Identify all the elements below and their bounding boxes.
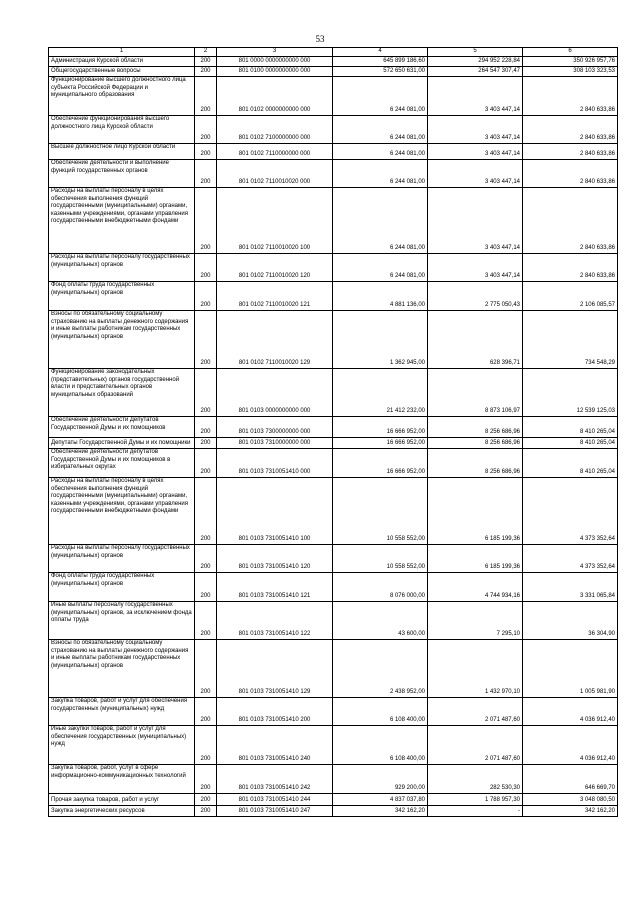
table-row: [49, 602, 618, 640]
row-value-col6: 2 840 633,86: [523, 144, 618, 160]
row-value-col5: 3 403 447,14: [428, 188, 523, 254]
table-body: [49, 57, 618, 817]
row-value-col5: 8 256 686,96: [428, 449, 523, 478]
row-classification-code: 801 0103 7300000000 000: [217, 417, 333, 438]
row-classification-code: 801 0102 7110010020 100: [217, 188, 333, 254]
row-value-col5: 8 256 686,96: [428, 417, 523, 438]
row-line-code: 200: [195, 794, 217, 806]
row-value-col4: 6 244 081,00: [333, 160, 428, 188]
row-classification-code: 801 0103 7310051410 244: [217, 794, 333, 806]
row-value-col4: 6 108 400,00: [333, 726, 428, 765]
row-value-col5: 3 403 447,14: [428, 144, 523, 160]
row-classification-code: 801 0103 7310051410 120: [217, 545, 333, 573]
row-value-col6: 2 106 085,57: [523, 282, 618, 311]
row-name: Функционирование законодательных (представительных) органов государственной власти и представительных органов муниципальных образований: [49, 369, 195, 417]
row-name: Расходы на выплаты персоналу в целях обеспечения выполнения функций государственными (муниципальными) органами, казенными учреждениями, органами управления государственными внебюджетными фондами: [49, 188, 195, 254]
row-value-col5: 3 403 447,14: [428, 77, 523, 116]
row-value-col6: 4 373 352,64: [523, 545, 618, 573]
row-value-col5: 3 403 447,14: [428, 116, 523, 144]
row-name: Фонд оплаты труда государственных (муниципальных) органов: [49, 573, 195, 602]
row-line-code: 200: [195, 806, 217, 817]
row-name: Закупка товаров, работ, услуг в сфере информационно-коммуникационных технологий: [49, 765, 195, 794]
row-classification-code: 801 0102 7110010020 129: [217, 311, 333, 369]
row-name: Функционирование высшего должностного лица субъекта Российской Федерации и муниципального образования: [49, 77, 195, 116]
row-value-col4: 6 244 081,00: [333, 77, 428, 116]
row-value-col6: 2 840 633,86: [523, 188, 618, 254]
row-classification-code: 801 0103 7310051410 200: [217, 698, 333, 726]
row-line-code: 200: [195, 438, 217, 449]
table-row: [49, 726, 618, 765]
row-classification-code: 801 0103 7310051410 242: [217, 765, 333, 794]
header-col-5: 5: [428, 48, 523, 57]
row-classification-code: 801 0102 7110010020 000: [217, 160, 333, 188]
row-name: Фонд оплаты труда государственных (муниципальных) органов: [49, 282, 195, 311]
row-line-code: 200: [195, 311, 217, 369]
row-value-col4: 6 244 081,00: [333, 188, 428, 254]
header-col-3: 3: [217, 48, 333, 57]
row-line-code: 200: [195, 478, 217, 545]
row-value-col5: 6 185 199,36: [428, 545, 523, 573]
table-row: [49, 794, 618, 806]
table-row: [49, 545, 618, 573]
row-classification-code: 801 0103 0000000000 000: [217, 369, 333, 417]
row-value-col4: 21 412 232,00: [333, 369, 428, 417]
row-value-col5: 1 432 970,10: [428, 640, 523, 698]
row-line-code: 200: [195, 116, 217, 144]
row-line-code: 200: [195, 573, 217, 602]
header-row: [49, 48, 618, 57]
row-classification-code: 801 0100 0000000000 000: [217, 67, 333, 77]
table-row: [49, 698, 618, 726]
row-name: Закупка энергетических ресурсов: [49, 806, 195, 817]
row-line-code: 200: [195, 417, 217, 438]
page-number: 53: [315, 34, 325, 44]
row-name: Депутаты Государственной Думы и их помощники: [49, 438, 195, 449]
row-line-code: 200: [195, 698, 217, 726]
header-col-1: 1: [49, 48, 195, 57]
row-name: Высшее должностное лицо Курской области: [49, 144, 195, 160]
row-name: Администрация Курской области: [49, 57, 195, 67]
table-row: [49, 116, 618, 144]
header-col-4: 4: [333, 48, 428, 57]
row-value-col6: 2 840 633,86: [523, 160, 618, 188]
row-value-col6: 2 840 633,86: [523, 77, 618, 116]
row-name: Прочая закупка товаров, работ и услуг: [49, 794, 195, 806]
row-line-code: 200: [195, 640, 217, 698]
budget-table: [48, 47, 618, 817]
table-row: [49, 765, 618, 794]
row-value-col6: 350 926 957,76: [523, 57, 618, 67]
header-col-2: 2: [195, 48, 217, 57]
row-value-col5: -: [428, 806, 523, 817]
row-classification-code: 801 0103 7310000000 000: [217, 438, 333, 449]
row-value-col6: 342 162,20: [523, 806, 618, 817]
row-classification-code: 801 0103 7310051410 100: [217, 478, 333, 545]
table-row: [49, 67, 618, 77]
row-line-code: 200: [195, 77, 217, 116]
table-row: [49, 282, 618, 311]
row-value-col4: 2 438 952,00: [333, 640, 428, 698]
row-classification-code: 801 0000 0000000000 000: [217, 57, 333, 67]
table-row: [49, 449, 618, 478]
row-value-col4: 16 666 952,00: [333, 449, 428, 478]
row-line-code: 200: [195, 545, 217, 573]
table-row: [49, 57, 618, 67]
row-value-col6: 12 539 125,03: [523, 369, 618, 417]
row-value-col6: 1 005 981,90: [523, 640, 618, 698]
row-value-col6: 4 373 352,64: [523, 478, 618, 545]
row-name: Обеспечение деятельности Депутатов Государственной Думы и их помощников: [49, 417, 195, 438]
table-row: [49, 478, 618, 545]
row-value-col6: 8 410 265,04: [523, 449, 618, 478]
row-line-code: 200: [195, 188, 217, 254]
row-value-col5: 8 256 686,96: [428, 438, 523, 449]
row-value-col5: 3 403 447,14: [428, 254, 523, 282]
table-row: [49, 369, 618, 417]
row-name: Расходы на выплаты персоналу государственных (муниципальных) органов: [49, 545, 195, 573]
row-line-code: 200: [195, 282, 217, 311]
row-classification-code: 801 0103 7310051410 121: [217, 573, 333, 602]
row-classification-code: 801 0103 7310051410 000: [217, 449, 333, 478]
row-line-code: 200: [195, 726, 217, 765]
row-value-col4: 4 837 037,80: [333, 794, 428, 806]
row-value-col5: 3 403 447,14: [428, 160, 523, 188]
row-name: Взносы по обязательному социальному страхованию на выплаты денежного содержания и иные выплаты работникам государственных (муниципальных) органов: [49, 311, 195, 369]
row-value-col5: 1 788 957,30: [428, 794, 523, 806]
row-value-col4: 43 600,00: [333, 602, 428, 640]
row-value-col4: 645 899 186,60: [333, 57, 428, 67]
table-row: [49, 254, 618, 282]
row-value-col6: 646 669,70: [523, 765, 618, 794]
row-value-col6: 8 410 265,04: [523, 438, 618, 449]
row-name: Взносы по обязательному социальному страхованию на выплаты денежного содержания и иные выплаты работникам государственных (муниципальных) органов: [49, 640, 195, 698]
row-classification-code: 801 0102 7110010020 121: [217, 282, 333, 311]
row-value-col4: 572 650 631,00: [333, 67, 428, 77]
row-classification-code: 801 0103 7310051410 247: [217, 806, 333, 817]
row-name: Расходы на выплаты персоналу в целях обеспечения выполнения функций государственными (муниципальными) органами, казенными учреждениями, органами управления государственными внебюджетными фондами: [49, 478, 195, 545]
row-value-col6: 36 304,90: [523, 602, 618, 640]
table-row: [49, 144, 618, 160]
row-line-code: 200: [195, 144, 217, 160]
row-value-col5: 2 071 487,60: [428, 698, 523, 726]
row-name: Закупка товаров, работ и услуг для обеспечения государственных (муниципальных) нужд: [49, 698, 195, 726]
row-name: Обеспечение деятельности и выполнение функций государственных органов: [49, 160, 195, 188]
table-row: [49, 438, 618, 449]
row-value-col4: 6 244 081,00: [333, 254, 428, 282]
row-line-code: 200: [195, 254, 217, 282]
row-value-col6: 3 048 080,50: [523, 794, 618, 806]
row-value-col4: 10 558 552,00: [333, 478, 428, 545]
row-value-col5: 264 547 307,47: [428, 67, 523, 77]
row-name: Общегосударственные вопросы: [49, 67, 195, 77]
table-row: [49, 806, 618, 817]
row-line-code: 200: [195, 160, 217, 188]
row-value-col5: 4 744 934,16: [428, 573, 523, 602]
row-value-col6: 308 103 323,53: [523, 67, 618, 77]
table-row: [49, 160, 618, 188]
row-line-code: 200: [195, 67, 217, 77]
row-name: Иные закупки товаров, работ и услуг для обеспечения государственных (муниципальных) нужд: [49, 726, 195, 765]
table-row: [49, 77, 618, 116]
row-name: Обеспечение деятельности депутатов Государственной Думы и их помощников в избирательных округах: [49, 449, 195, 478]
row-classification-code: 801 0102 7110000000 000: [217, 144, 333, 160]
row-classification-code: 801 0102 7100000000 000: [217, 116, 333, 144]
row-classification-code: 801 0103 7310051410 240: [217, 726, 333, 765]
row-line-code: 200: [195, 602, 217, 640]
row-classification-code: 801 0102 0000000000 000: [217, 77, 333, 116]
row-value-col4: 929 200,00: [333, 765, 428, 794]
row-name: Иные выплаты персоналу государственных (муниципальных) органов, за исключением фонда оплаты труда: [49, 602, 195, 640]
table-row: [49, 640, 618, 698]
row-value-col4: 16 666 952,00: [333, 417, 428, 438]
row-value-col5: 2 775 050,43: [428, 282, 523, 311]
row-value-col4: 6 108 400,00: [333, 698, 428, 726]
table-row: [49, 188, 618, 254]
table-row: [49, 311, 618, 369]
row-value-col5: 2 071 487,60: [428, 726, 523, 765]
row-classification-code: 801 0103 7310051410 122: [217, 602, 333, 640]
row-value-col6: 4 036 912,40: [523, 726, 618, 765]
table-row: [49, 417, 618, 438]
row-value-col4: 10 558 552,00: [333, 545, 428, 573]
row-value-col6: 2 840 633,86: [523, 254, 618, 282]
row-value-col5: 628 396,71: [428, 311, 523, 369]
row-value-col4: 16 666 952,00: [333, 438, 428, 449]
row-classification-code: 801 0102 7110010020 120: [217, 254, 333, 282]
header-col-6: 6: [523, 48, 618, 57]
row-value-col4: 4 881 136,00: [333, 282, 428, 311]
row-value-col6: 734 548,29: [523, 311, 618, 369]
row-value-col5: 7 295,10: [428, 602, 523, 640]
row-value-col5: 282 530,30: [428, 765, 523, 794]
row-value-col6: 3 331 065,84: [523, 573, 618, 602]
row-value-col5: 8 873 106,97: [428, 369, 523, 417]
row-value-col4: 6 244 081,00: [333, 116, 428, 144]
row-value-col5: 6 185 199,36: [428, 478, 523, 545]
row-line-code: 200: [195, 765, 217, 794]
row-classification-code: 801 0103 7310051410 129: [217, 640, 333, 698]
row-line-code: 200: [195, 369, 217, 417]
row-value-col6: 8 410 265,04: [523, 417, 618, 438]
row-value-col4: 8 076 000,00: [333, 573, 428, 602]
row-name: Расходы на выплаты персоналу государственных (муниципальных) органов: [49, 254, 195, 282]
row-line-code: 200: [195, 449, 217, 478]
row-value-col6: 4 036 912,40: [523, 698, 618, 726]
table-row: [49, 573, 618, 602]
row-value-col4: 1 362 945,00: [333, 311, 428, 369]
row-name: Обеспечение функционирования высшего должностного лица Курской области: [49, 116, 195, 144]
row-line-code: 200: [195, 57, 217, 67]
row-value-col4: 6 244 081,00: [333, 144, 428, 160]
row-value-col6: 2 840 633,86: [523, 116, 618, 144]
row-value-col4: 342 162,20: [333, 806, 428, 817]
row-value-col5: 294 952 228,84: [428, 57, 523, 67]
